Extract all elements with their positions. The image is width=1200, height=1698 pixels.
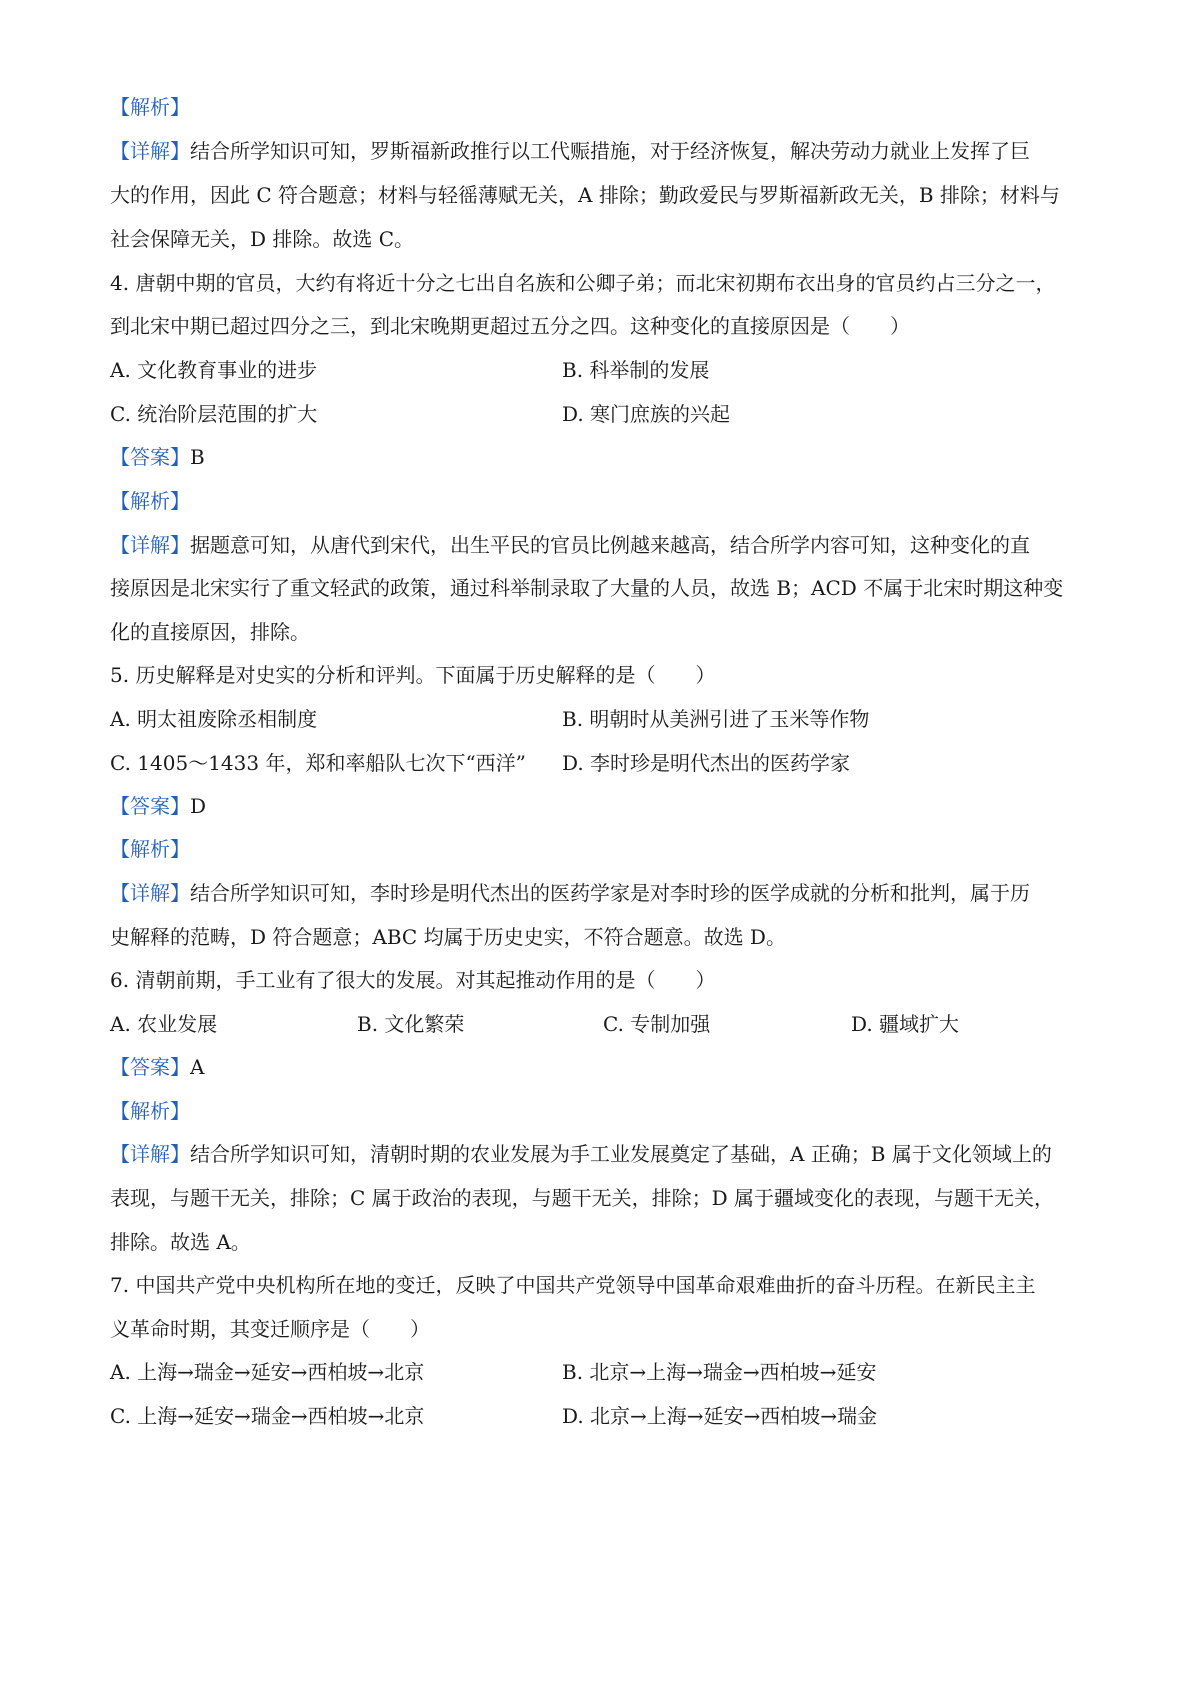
- option-c: C. 1405～1433 年，郑和率船队七次下“西洋”: [110, 751, 526, 775]
- answer-value: B: [190, 445, 205, 469]
- answer-tag: 【答案】: [110, 1055, 190, 1079]
- analysis-tag: 【解析】: [110, 1099, 190, 1123]
- detail-line: [110, 879, 1100, 907]
- option-c: C. 上海→延安→瑞金→西柏坡→北京: [110, 1404, 425, 1428]
- detail-line: 接原因是北宋实行了重文轻武的政策，通过科举制录取了大量的人员，故选 B；ACD 不属于北宋时期这种变: [110, 576, 1064, 600]
- answer-value: D: [190, 794, 207, 818]
- question-stem: 义革命时期，其变迁顺序是（ ）: [110, 1317, 430, 1341]
- option-b: B. 文化繁荣: [357, 1012, 465, 1036]
- analysis-label: [110, 487, 1100, 515]
- analysis-tag: 【解析】: [110, 95, 190, 119]
- detail-line: [110, 1140, 1100, 1168]
- answer-line: [110, 1053, 1100, 1081]
- option-c: C. 专制加强: [603, 1012, 711, 1036]
- answer-tag: 【答案】: [110, 445, 190, 469]
- option-a: A. 明太祖废除丞相制度: [110, 707, 318, 731]
- detail-tag: 【详解】: [110, 1142, 190, 1166]
- option-b: B. 科举制的发展: [562, 358, 710, 382]
- detail-line: 大的作用，因此 C 符合题意；材料与轻徭薄赋无关，A 排除；勤政爱民与罗斯福新政无关，B 排除；材料与: [110, 183, 1060, 207]
- detail-line: 史解释的范畴，D 符合题意；ABC 均属于历史史实，不符合题意。故选 D。: [110, 925, 786, 949]
- detail-line: 社会保障无关，D 排除。故选 C。: [110, 227, 415, 251]
- option-a: A. 农业发展: [110, 1012, 218, 1036]
- detail-text: 结合所学知识可知，李时珍是明代杰出的医药学家是对李时珍的医学成就的分析和批判，属于历: [190, 881, 1030, 905]
- option-b: B. 明朝时从美洲引进了玉米等作物: [562, 707, 870, 731]
- option-d: D. 李时珍是明代杰出的医药学家: [562, 751, 851, 775]
- option-b: B. 北京→上海→瑞金→西柏坡→延安: [562, 1360, 877, 1384]
- question-stem: 6. 清朝前期，手工业有了很大的发展。对其起推动作用的是（ ）: [110, 968, 716, 992]
- option-d: D. 疆域扩大: [851, 1012, 960, 1036]
- analysis-tag: 【解析】: [110, 489, 190, 513]
- analysis-tag: 【解析】: [110, 837, 190, 861]
- option-d: D. 北京→上海→延安→西柏坡→瑞金: [562, 1404, 878, 1428]
- option-c: C. 统治阶层范围的扩大: [110, 402, 318, 426]
- detail-text: 据题意可知，从唐代到宋代，出生平民的官员比例越来越高，结合所学内容可知，这种变化的直: [190, 533, 1030, 557]
- detail-tag: 【详解】: [110, 533, 190, 557]
- analysis-label: [110, 93, 1100, 121]
- detail-line: [110, 137, 1100, 165]
- detail-line: 排除。故选 A。: [110, 1230, 251, 1254]
- detail-text: 结合所学知识可知，罗斯福新政推行以工代赈措施，对于经济恢复，解决劳动力就业上发挥了巨: [190, 139, 1030, 163]
- detail-tag: 【详解】: [110, 139, 190, 163]
- analysis-label: [110, 1097, 1100, 1125]
- detail-line: [110, 531, 1100, 559]
- option-d: D. 寒门庶族的兴起: [562, 402, 731, 426]
- detail-line: 表现，与题干无关，排除；C 属于政治的表现，与题干无关，排除；D 属于疆域变化的表现，与题干无关，: [110, 1186, 1055, 1210]
- question-stem: 4. 唐朝中期的官员，大约有将近十分之七出自名族和公卿子弟；而北宋初期布衣出身的官员约占三分之一，: [110, 271, 1056, 295]
- question-stem: 7. 中国共产党中央机构所在地的变迁，反映了中国共产党领导中国革命艰难曲折的奋斗历程。在新民主主: [110, 1273, 1036, 1297]
- answer-line: [110, 792, 1100, 820]
- detail-line: 化的直接原因，排除。: [110, 620, 310, 644]
- option-a: A. 文化教育事业的进步: [110, 358, 318, 382]
- answer-tag: 【答案】: [110, 794, 190, 818]
- question-stem: 5. 历史解释是对史实的分析和评判。下面属于历史解释的是（ ）: [110, 663, 716, 687]
- detail-text: 结合所学知识可知，清朝时期的农业发展为手工业发展奠定了基础，A 正确；B 属于文化领域上的: [190, 1142, 1052, 1166]
- analysis-label: [110, 835, 1100, 863]
- question-stem: 到北宋中期已超过四分之三，到北宋晚期更超过五分之四。这种变化的直接原因是（ ）: [110, 314, 910, 338]
- answer-value: A: [190, 1055, 205, 1079]
- answer-line: [110, 443, 1100, 471]
- detail-tag: 【详解】: [110, 881, 190, 905]
- option-a: A. 上海→瑞金→延安→西柏坡→北京: [110, 1360, 425, 1384]
